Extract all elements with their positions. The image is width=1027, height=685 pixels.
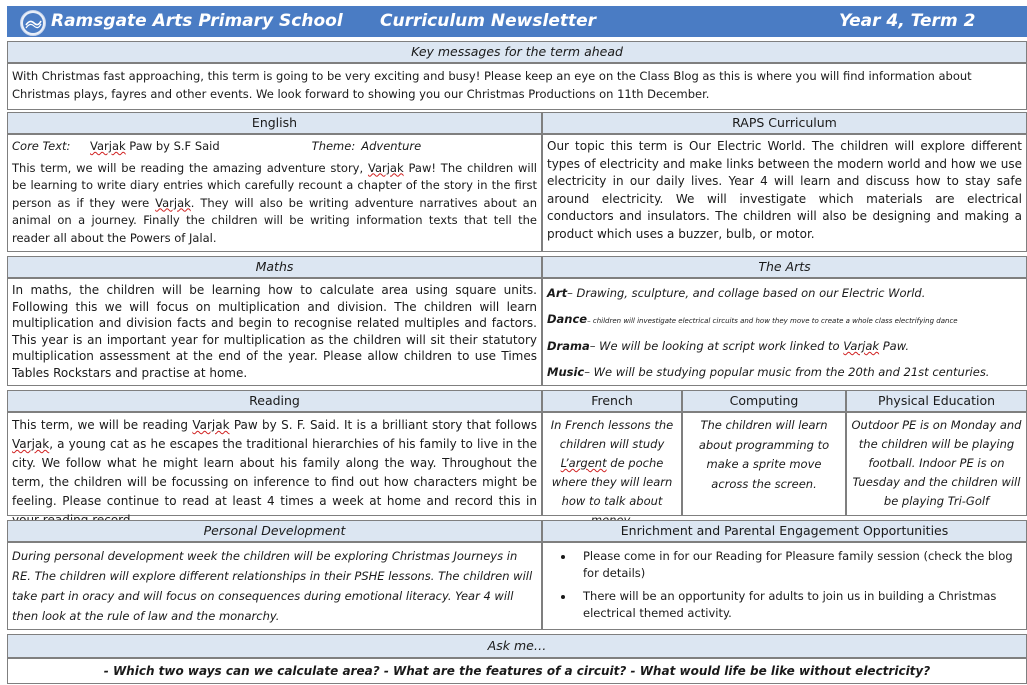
english-section <box>7 134 542 252</box>
english-title: English <box>7 112 542 134</box>
arts-section <box>542 278 1027 386</box>
maths-title: Maths <box>7 256 542 278</box>
enrichment-list <box>547 548 1022 621</box>
reading-text: This term, we will be reading Varjak Paw by S. F. Said. It is a brilliant story that follows Varjak, a young cat as he escapes the traditional hierarchies of his family to live in the city. We follow what he might learn about his family along the way. Throughout the term, the children will be focussing on inference to find out how characters might be feeling. Please continue to read at least 4 times a week at home and record this in <box>7 412 542 516</box>
arts-title: The Arts <box>542 256 1027 278</box>
arts-art: Art– Drawing, sculpture, and collage based on our Electric World. <box>547 286 926 300</box>
raps-text: Our topic this term is Our Electric World. The children will explore different types of electricity and make links between the modern world and how we use electricity in our daily lives. Year 4 will learn and discuss how to stay safe around electricity. We will investigate which materials are electrical conductors and insulators. The children will also be designing and making a product which uses a buzzer, bulb, or motor. <box>542 134 1027 252</box>
year-term: Year 4, Term 2 <box>839 11 976 31</box>
english-core-text: Core Text: Varjak Paw by S.F Said Theme: Adventure <box>12 139 422 153</box>
pe-title: Physical Education <box>846 390 1027 412</box>
arts-dance: Dance– children will investigate electrical circuits and how they move to create a whole class electrifying dance <box>547 311 958 326</box>
arts-drama: Drama– We will be looking at script work linked to Varjak Paw. <box>547 339 910 353</box>
raps-title: RAPS Curriculum <box>542 112 1027 134</box>
newsletter-title: Curriculum Newsletter <box>380 11 597 31</box>
key-messages-title: Key messages for the term ahead <box>7 41 1027 63</box>
french-title: French <box>542 390 682 412</box>
arts-music: Music– We will be studying popular music from the 20th and 21st centuries. <box>547 364 990 379</box>
enrichment-title: Enrichment and Parental Engagement Opportunities <box>542 520 1027 542</box>
english-text: This term, we will be reading the amazing adventure story, Varjak Paw! The children will be learning to write diary entries which carefully recount a chapter of the story in the first person as if they were Varjak. They will also be writing adventure narratives about an animal on a journey. Finally the children will be writing information texts that tell the reader all about the Powers of Jalal. <box>12 160 537 245</box>
personal-text: During personal development week the children will be exploring Christmas Journeys in RE. The children will explore different relationships in their PSHE lessons. The children will take part in oracy and will focus on consequences during emotional literacy. Year 4 will then look at the rule of law and the monarchy. <box>7 542 542 630</box>
pe-text: Outdoor PE is on Monday and the children will be playing football. Indoor PE is on Tuesday and the children will be playing Tri-Golf <box>846 412 1027 516</box>
reading-title: Reading <box>7 390 542 412</box>
computing-text: The children will learn about programming to make a sprite move across the screen. <box>682 412 846 516</box>
ask-title: Ask me… <box>7 634 1027 658</box>
enrichment-item: • There will be an opportunity for adults to join us in building a Christmas electrical themed activity. <box>575 588 1022 621</box>
ask-questions: - Which two ways can we calculate area? - What are the features of a circuit? - What would life be like without electricity? <box>103 664 931 678</box>
school-name: Ramsgate Arts Primary School <box>51 11 343 31</box>
header-banner <box>7 6 1027 37</box>
enrichment-section <box>542 542 1027 630</box>
enrichment-item: • Please come in for our Reading for Pleasure family session (check the blog for details) <box>575 548 1022 581</box>
personal-title: Personal Development <box>7 520 542 542</box>
french-text: In French lessons the children will study L’argent de poche where they will learn how to talk about <box>542 412 682 516</box>
school-logo-icon <box>20 10 46 36</box>
maths-text: In maths, the children will be learning how to calculate area using square units. Following this we will focus on multiplication and division. The children will learn multiplication and division facts and begin to recognise related multiples and factors. This year is an important year for multiplication as the children will sit their statutory multiplication assessment at the end of the year. Please allow children to use Times Tables Rockstars and practise at home. <box>7 278 542 386</box>
ask-questions-box <box>7 658 1027 684</box>
computing-title: Computing <box>682 390 846 412</box>
key-messages-text: With Christmas fast approaching, this term is going to be very exciting and busy! Please keep an eye on the Class Blog as this is where you will find information about Christmas plays, fayres and other events. We look forward to showing you our Christmas Productions on 11th December. <box>7 63 1027 110</box>
